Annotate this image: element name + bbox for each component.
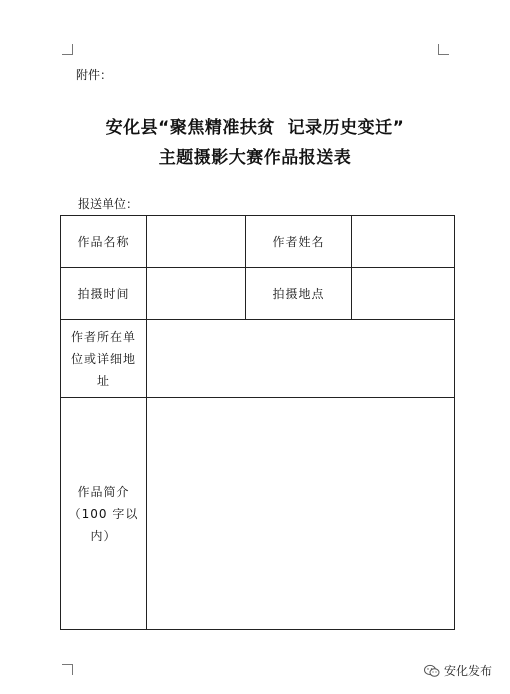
table-row xyxy=(61,320,455,398)
author-name-field[interactable] xyxy=(352,216,455,268)
corner-mark-bottom-left xyxy=(62,664,73,675)
shoot-time-label: 拍摄时间 xyxy=(61,268,147,320)
submitting-unit-label: 报送单位： xyxy=(78,197,139,211)
submission-form-table xyxy=(60,215,455,630)
document-title-line1: 安化县“聚焦精准扶贫 记录历史变迁” xyxy=(105,118,405,138)
shoot-place-label: 拍摄地点 xyxy=(246,268,352,320)
work-intro-label-line: 作品简介 xyxy=(77,484,130,499)
watermark-text: 安化发布 xyxy=(444,664,493,678)
work-intro-label xyxy=(61,398,147,630)
watermark xyxy=(424,662,492,679)
corner-mark-top-right xyxy=(438,44,449,55)
shoot-time-field[interactable] xyxy=(147,268,246,320)
author-address-field[interactable] xyxy=(147,320,455,398)
document-title-line2: 主题摄影大赛作品报送表 xyxy=(158,148,352,168)
work-intro-label-line: 内） xyxy=(90,528,117,543)
work-intro-field[interactable] xyxy=(147,398,455,630)
author-address-label xyxy=(61,320,147,398)
table-row xyxy=(61,398,455,630)
corner-mark-top-left xyxy=(62,44,73,55)
work-name-field[interactable] xyxy=(147,216,246,268)
author-address-label-line: 址 xyxy=(96,373,110,388)
author-name-label: 作者姓名 xyxy=(246,216,352,268)
attachment-label: 附件： xyxy=(76,68,113,82)
table-row xyxy=(61,268,455,320)
author-address-label-line: 作者所在单 xyxy=(70,329,136,344)
author-address-label-line: 位或详细地 xyxy=(70,351,136,366)
work-intro-label-line: （100 字以 xyxy=(68,506,139,521)
work-name-label: 作品名称 xyxy=(61,216,147,268)
wechat-icon xyxy=(424,664,440,678)
table-row xyxy=(61,216,455,268)
shoot-place-field[interactable] xyxy=(352,268,455,320)
